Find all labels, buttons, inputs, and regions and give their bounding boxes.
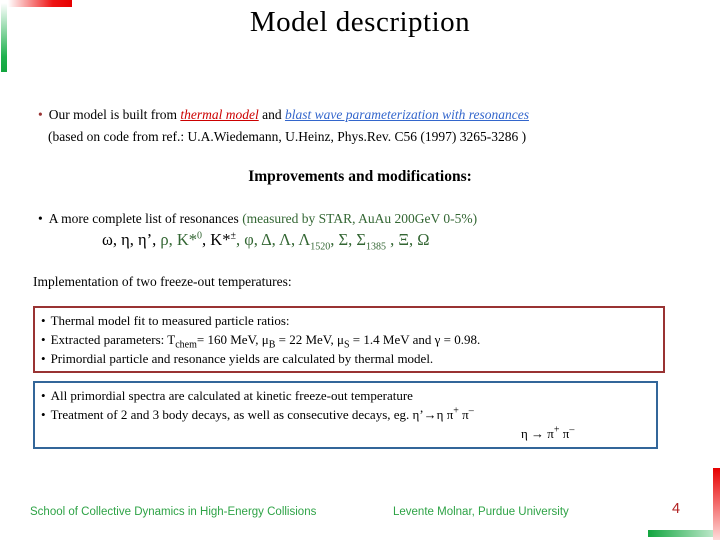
spectra-box-line2: • Treatment of 2 and 3 body decays, as well as consecutive decays, eg. η’→η π+ π– [41,405,474,422]
thermal-model-box [33,306,665,373]
right-red-gradient-bar [713,468,720,540]
bullet-marker: • [41,332,46,347]
freezeout-statement: Implementation of two freeze-out temperatures: [33,274,292,289]
model-mid-text: and [258,107,285,122]
spectra-box-line1: • All primordial spectra are calculated at kinetic freeze-out temperature [41,388,413,403]
resonance-list-text: A more complete list of resonances [48,211,243,226]
star-measurement-note: (measured by STAR, AuAu 200GeV 0-5%) [242,211,478,226]
bottom-green-gradient-bar [648,530,720,537]
footer-conference-name: School of Collective Dynamics in High-Energy Collisions [30,506,317,518]
thermal-model-link[interactable]: thermal model [180,107,259,122]
reference-line: (based on code from ref.: U.A.Wiedemann, U.Heinz, Phys.Rev. C56 (1997) 3265-3286 ) [48,129,527,144]
spectra-box-line3: η → π+ π– [521,424,575,441]
thermal-box-line3: • Primordial particle and resonance yields are calculated by thermal model. [41,351,434,366]
thermal-box-line2: • Extracted parameters: $T_{chem}= 160$ MeV, $\mu_B = 22$ MeV, $\mu_S = 1.4$ MeV and γ = 0.98. [41,332,481,351]
spectra-decays-box [33,381,658,449]
improvements-heading: Improvements and modifications: [248,168,472,185]
bullet-marker: • [38,211,43,226]
page-number: 4 [672,501,681,517]
blast-wave-link[interactable]: blast wave parameterization with resonances [284,107,529,122]
bullet-marker: • [41,313,46,328]
bullet-model-description [38,104,698,148]
bullet-resonance-list [38,211,698,227]
resonance-symbols-line [102,230,430,253]
bullet-marker: • [38,107,43,122]
symbols-part4: , φ, Δ, Λ, $\Lambda_{1520}$, Σ, $\Sigma_{1385}$ , Ξ, Ω [235,230,430,253]
footer-author: Levente Molnar, Purdue University [393,506,569,518]
thermal-box-line1: • Thermal model fit to measured particle ratios: [41,313,290,328]
model-built-text: Our model is built from [48,107,181,122]
symbols-part2: ρ, K*$^0$ [160,230,203,249]
symbols-part3: , K*± [202,230,236,249]
bullet-marker: • [41,407,46,422]
bullet-marker: • [41,351,46,366]
symbols-part1: ω, η, η’, [102,230,161,249]
slide-title: Model description [249,6,471,38]
bullet-marker: • [41,388,46,403]
